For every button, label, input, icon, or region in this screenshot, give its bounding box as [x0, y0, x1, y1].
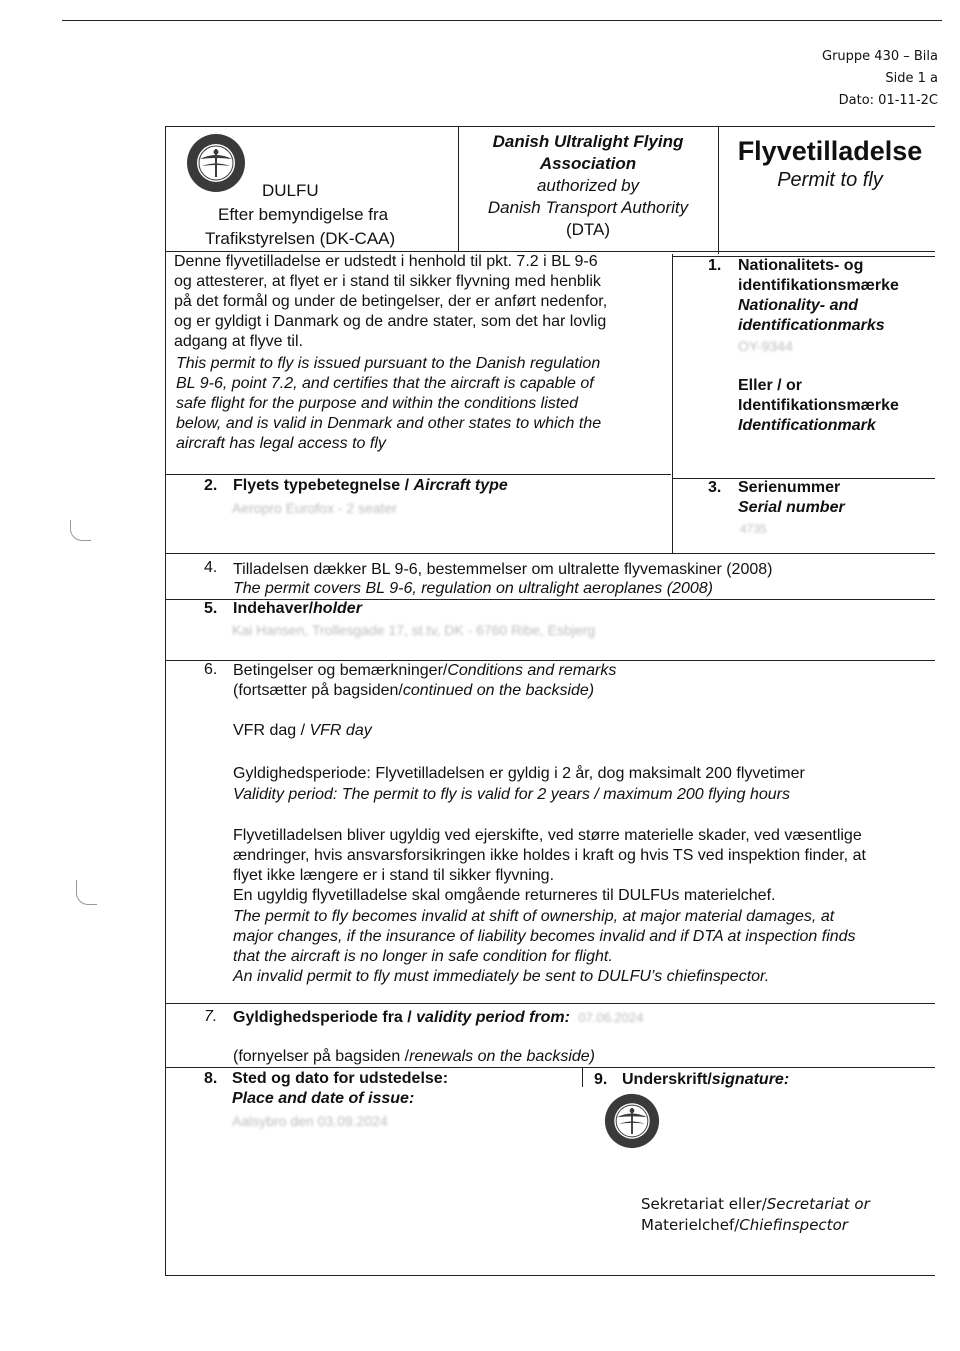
intro-en-3: safe flight for the purpose and within the conditions listed	[176, 395, 579, 412]
section3-number: 3.	[708, 479, 722, 496]
section6-heading-1-en: Conditions and remarks	[447, 662, 617, 679]
section1-label-4: identificationmarks	[738, 317, 885, 334]
intro-da-3: på det formål og under de betingelser, der er anført nedenfor,	[174, 293, 608, 310]
section1-label-6: Identificationmark	[738, 417, 876, 434]
association-block	[460, 131, 716, 241]
section4-number: 4.	[204, 559, 218, 576]
section8-top	[165, 1067, 935, 1068]
header-date: Dato: 01-11-2C	[838, 93, 938, 108]
section6-invalid-en-3: that the aircraft is no longer in safe condition for flight.	[233, 948, 613, 965]
section8-number: 8.	[204, 1070, 218, 1087]
section1-label-2: identifikationsmærke	[738, 277, 899, 294]
section6-invalid-en-1: The permit to fly becomes invalid at shift of ownership, at major material damages, at	[233, 908, 835, 925]
frame-bottom	[165, 1275, 935, 1276]
frame-left	[165, 126, 166, 1276]
punch-hole-mark	[76, 880, 97, 905]
section6-vfr-en: VFR day	[309, 722, 372, 739]
section6-heading-2	[233, 681, 594, 701]
section1-label-3: Nationality- and	[738, 297, 859, 314]
section4-en: The permit covers BL 9-6, regulation on ultralight aeroplanes (2008)	[233, 580, 713, 597]
association-name-1: Danish Ultralight Flying	[492, 132, 684, 151]
section1-value: OY-9344	[738, 338, 793, 354]
section8-label-en: Place and date of issue:	[232, 1090, 415, 1107]
section7-top	[165, 1003, 935, 1004]
section6-invalid-en-4: An invalid permit to fly must immediately be sent to DULFU’s chiefinspector.	[233, 968, 770, 985]
section8-divider	[582, 1067, 583, 1087]
header-group: Gruppe 430 – Bila	[822, 49, 938, 64]
page-subtitle: Permit to fly	[777, 169, 883, 191]
page-title: Flyvetilladelse	[737, 136, 923, 166]
section7-renewals	[233, 1047, 595, 1067]
signature-role-2	[641, 1215, 848, 1235]
section7-number: 7.	[204, 1008, 218, 1025]
header-divider-1	[458, 126, 459, 251]
org-authorized-line: Efter bemyndigelse fra	[218, 205, 389, 224]
section2-label-en: Aircraft type	[413, 477, 508, 494]
section6-validity-en: Validity period: The permit to fly is valid for 2 years / maximum 200 flying hours	[233, 786, 790, 803]
section6-heading-1-da: Betingelser og bemærkninger/	[233, 662, 448, 679]
section4-da: Tilladelsen dækker BL 9-6, bestemmelser om ultralette flyvemaskiner (2008)	[233, 561, 773, 578]
signature-role-1	[641, 1194, 870, 1214]
intro-da-5: adgang at flyve til.	[174, 333, 303, 350]
section6-invalid-en-2: major changes, if the insurance of liability becomes invalid and if DTA at inspection finds	[233, 928, 856, 945]
section7-value: 07.06.2024	[578, 1010, 644, 1025]
section6-heading-2-da: (fortsætter på bagsiden/	[233, 682, 403, 699]
signature-role-2-en: Chiefinspector	[739, 1216, 848, 1234]
intro-en-2: BL 9-6, point 7.2, and certifies that the aircraft is capable of	[176, 375, 594, 392]
title-block	[720, 134, 940, 192]
section4-top	[165, 553, 935, 554]
section3-label-en: Serial number	[738, 499, 845, 516]
intro-da-1: Denne flyvetilladelse er udstedt i henhold til pkt. 7.2 i BL 9-6	[174, 253, 598, 270]
section2-label	[233, 476, 508, 496]
section6-invalid-da-2: ændringer, hvis ansvarsforsikringen ikke holdes i kraft og hvis TS ved inspektion finder, at	[233, 847, 866, 864]
section5-label-en: holder	[313, 600, 362, 617]
section1-label-1: Nationalitets- og	[738, 257, 864, 274]
signature-role-1-en: Secretariat or	[766, 1195, 870, 1213]
section6-vfr-da: VFR dag /	[233, 722, 310, 739]
org-authority-line: Trafikstyrelsen (DK-CAA)	[205, 229, 396, 248]
section6-heading-2-en: continued on the backside)	[402, 682, 595, 699]
section7-renew-da: (fornyelser på bagsiden /	[233, 1048, 410, 1065]
section3-value: 4735	[740, 522, 767, 536]
section2-label-da: Flyets typebetegnelse /	[233, 477, 414, 494]
section1-number: 1.	[708, 257, 722, 274]
section3-label: Serienummer	[738, 479, 841, 496]
header-page: Side 1 a	[885, 71, 938, 86]
top-rule	[62, 20, 942, 21]
signature-role-1-da: Sekretariat eller/	[641, 1195, 767, 1213]
section5-label	[233, 599, 362, 619]
section6-number: 6.	[204, 661, 218, 678]
signature-role-2-da: Materielchef/	[641, 1216, 740, 1234]
section1-divider	[672, 254, 673, 554]
section9-number: 9.	[594, 1071, 608, 1088]
dulfu-seal-icon	[186, 133, 246, 193]
intro-da-2: og attesterer, at flyet er i stand til sikker flyvning med henblik	[174, 273, 601, 290]
section6-heading-1	[233, 661, 616, 681]
section9-label-da: Underskrift/	[622, 1071, 712, 1088]
section6-vfr	[233, 721, 372, 741]
section6-invalid-da-3: flyet ikke længere er i stand til sikker flyvning.	[233, 867, 555, 884]
section7-renew-en: renewals on the backside)	[409, 1048, 595, 1065]
dulfu-stamp-icon	[604, 1093, 660, 1149]
section2-number: 2.	[204, 477, 218, 494]
section6-invalid-da-1: Flyvetilladelsen bliver ugyldig ved ejerskifte, ved større materielle skader, ved væsentlige	[233, 827, 862, 844]
section9-label-en: signature:	[711, 1071, 790, 1088]
frame-top	[165, 126, 935, 127]
intro-en-1: This permit to fly is issued pursuant to the Danish regulation	[176, 355, 601, 372]
section6-validity-da: Gyldighedsperiode: Flyvetilladelsen er gyldig i 2 år, dog maksimalt 200 flyvetimer	[233, 765, 805, 782]
section8-label: Sted og dato for udstedelse:	[232, 1070, 449, 1087]
intro-en-5: aircraft has legal access to fly	[176, 435, 386, 452]
header-divider-2	[718, 126, 719, 254]
punch-hole-mark	[70, 520, 91, 541]
section2-value: Aeropro Eurofox - 2 seater	[232, 500, 397, 516]
section5-number: 5.	[204, 600, 218, 617]
association-name-2: Association	[539, 154, 637, 173]
section6-invalid-da-4: En ugyldig flyvetilladelse skal omgående returneres til DULFUs materielchef.	[233, 887, 776, 904]
intro-en-4: below, and is valid in Denmark and other states to which the	[176, 415, 602, 432]
association-abbr: (DTA)	[565, 220, 611, 239]
section1-or: Eller / or	[738, 377, 803, 394]
org-short: DULFU	[262, 181, 319, 200]
section7-label	[233, 1008, 643, 1028]
section7-label-da: Gyldighedsperiode fra /	[233, 1009, 417, 1026]
association-authority: Danish Transport Authority	[487, 198, 689, 217]
section9-label	[622, 1070, 789, 1090]
section5-value: Kai Hansen, Trollesgade 17, st.tv, DK - 6760 Ribe, Esbjerg	[232, 622, 596, 638]
intro-da-4: og er gyldigt i Danmark og de andre stater, som det har lovlig	[174, 313, 607, 330]
section2-top	[165, 474, 671, 475]
section1-label-5: Identifikationsmærke	[738, 397, 899, 414]
section5-label-da: Indehaver/	[233, 600, 314, 617]
section8-value: Aalsybro den 03.09.2024	[232, 1113, 388, 1129]
association-authorized: authorized by	[536, 176, 640, 195]
section7-label-en: validity period from:	[416, 1009, 570, 1026]
